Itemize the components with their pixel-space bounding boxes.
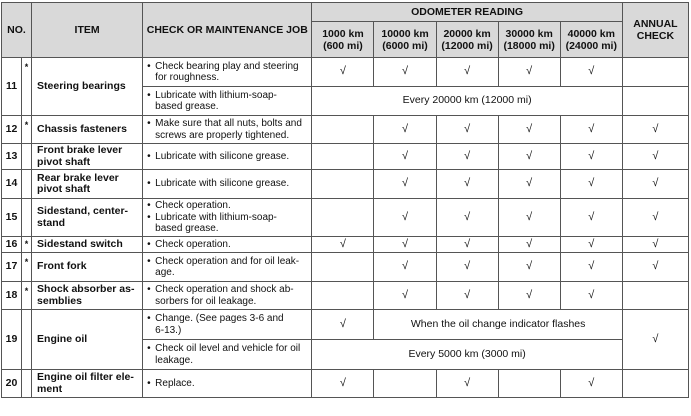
row-number: 14 — [2, 170, 22, 199]
star-marker: * — [22, 237, 32, 253]
table-row — [2, 282, 689, 310]
item-name: Engine oil — [32, 310, 143, 370]
interval-note: Every 5000 km (3000 mi) — [312, 340, 622, 370]
check-mark: √ — [498, 237, 560, 253]
check-mark — [312, 144, 374, 170]
item-name: Shock absorber as- semblies — [32, 282, 143, 310]
check-mark: √ — [498, 144, 560, 170]
header-odometer-reading: ODOMETER READING — [312, 3, 622, 22]
item-name: Rear brake lever pivot shaft — [32, 170, 143, 199]
check-mark: √ — [436, 199, 498, 237]
check-mark: √ — [436, 253, 498, 282]
annual-check-mark: √ — [622, 170, 688, 199]
check-mark: √ — [560, 370, 622, 398]
check-mark: √ — [560, 58, 622, 87]
job-text: • Check operation and shock ab- sorbers for oil leakage. — [143, 282, 312, 310]
row-number: 16 — [2, 237, 22, 253]
header-interval-1000km: 1000 km (600 mi) — [312, 22, 374, 58]
check-mark — [312, 253, 374, 282]
header-interval-10000km: 10000 km (6000 mi) — [374, 22, 436, 58]
row-number: 13 — [2, 144, 22, 170]
table-row — [2, 116, 689, 144]
row-number: 12 — [2, 116, 22, 144]
annual-check-mark: √ — [622, 237, 688, 253]
check-mark — [312, 282, 374, 310]
job-text: • Check bearing play and steering for roughness. — [143, 58, 312, 87]
annual-check-mark: √ — [622, 199, 688, 237]
header-interval-20000km: 20000 km (12000 mi) — [436, 22, 498, 58]
table-row — [2, 253, 689, 282]
table-row — [2, 310, 689, 340]
header-interval-30000km: 30000 km (18000 mi) — [498, 22, 560, 58]
check-mark: √ — [374, 58, 436, 87]
item-name: Engine oil filter ele- ment — [32, 370, 143, 398]
header-interval-40000km: 40000 km (24000 mi) — [560, 22, 622, 58]
check-mark: √ — [436, 170, 498, 199]
star-marker: * — [22, 116, 32, 144]
job-text: • Lubricate with lithium-soap- based grease. — [143, 87, 312, 116]
star-marker: * — [22, 282, 32, 310]
check-mark — [312, 199, 374, 237]
interval-note: Every 20000 km (12000 mi) — [312, 87, 622, 116]
check-mark: √ — [498, 253, 560, 282]
header-check-or-maintenance-job: CHECK OR MAINTENANCE JOB — [143, 3, 312, 58]
check-mark: √ — [498, 116, 560, 144]
check-mark: √ — [560, 237, 622, 253]
check-mark: √ — [436, 370, 498, 398]
star-marker — [22, 170, 32, 199]
job-text: • Check operation. • Lubricate with lithium-soap- based grease. — [143, 199, 312, 237]
table-row — [2, 58, 689, 87]
check-mark: √ — [560, 170, 622, 199]
job-text: • Check operation. — [143, 237, 312, 253]
check-mark: √ — [374, 237, 436, 253]
check-mark: √ — [374, 144, 436, 170]
check-mark: √ — [560, 282, 622, 310]
row-number: 18 — [2, 282, 22, 310]
row-number: 20 — [2, 370, 22, 398]
check-mark: √ — [560, 253, 622, 282]
check-mark: √ — [498, 199, 560, 237]
annual-check-mark — [622, 58, 688, 87]
check-mark: √ — [312, 237, 374, 253]
table-row — [2, 144, 689, 170]
header-item: ITEM — [32, 3, 143, 58]
check-mark — [312, 116, 374, 144]
check-mark: √ — [436, 116, 498, 144]
check-mark — [374, 370, 436, 398]
job-text: • Lubricate with silicone grease. — [143, 144, 312, 170]
interval-note: When the oil change indicator flashes — [374, 310, 622, 340]
check-mark — [312, 170, 374, 199]
check-mark: √ — [374, 253, 436, 282]
check-mark: √ — [436, 237, 498, 253]
item-name: Sidestand switch — [32, 237, 143, 253]
job-text-line-1: Check operation. — [155, 200, 231, 212]
annual-check-mark: √ — [622, 253, 688, 282]
job-text: • Lubricate with silicone grease. — [143, 170, 312, 199]
item-name: Front brake lever pivot shaft — [32, 144, 143, 170]
check-mark: √ — [560, 199, 622, 237]
check-mark: √ — [374, 170, 436, 199]
annual-check-mark — [622, 370, 688, 398]
job-text: • Make sure that all nuts, bolts and screws are properly tightened. — [143, 116, 312, 144]
check-mark — [498, 370, 560, 398]
annual-check-mark: √ — [622, 310, 688, 370]
row-number: 17 — [2, 253, 22, 282]
table-row — [2, 170, 689, 199]
check-mark: √ — [560, 144, 622, 170]
star-marker — [22, 144, 32, 170]
check-mark: √ — [436, 144, 498, 170]
check-mark: √ — [374, 116, 436, 144]
job-text: • Change. (See pages 3-6 and 6-13.) — [143, 310, 312, 340]
star-marker: * — [22, 58, 32, 116]
table-row — [2, 237, 689, 253]
job-text: • Check oil level and vehicle for oil leakage. — [143, 340, 312, 370]
star-marker — [22, 370, 32, 398]
row-number: 19 — [2, 310, 22, 370]
maintenance-table — [1, 2, 689, 398]
item-name: Sidestand, center- stand — [32, 199, 143, 237]
header-no: NO. — [2, 3, 32, 58]
item-name: Front fork — [32, 253, 143, 282]
check-mark: √ — [374, 282, 436, 310]
check-mark: √ — [436, 58, 498, 87]
check-mark: √ — [498, 170, 560, 199]
annual-check-mark: √ — [622, 116, 688, 144]
item-name: Steering bearings — [32, 58, 143, 116]
check-mark: √ — [560, 116, 622, 144]
check-mark: √ — [312, 370, 374, 398]
row-number: 15 — [2, 199, 22, 237]
job-text: • Replace. — [143, 370, 312, 398]
annual-check-mark — [622, 282, 688, 310]
row-number: 11 — [2, 58, 22, 116]
annual-check-mark: √ — [622, 144, 688, 170]
item-name: Chassis fasteners — [32, 116, 143, 144]
star-marker: * — [22, 253, 32, 282]
table-row — [2, 199, 689, 237]
annual-check-mark — [622, 87, 688, 116]
check-mark: √ — [498, 282, 560, 310]
table-row — [2, 370, 689, 398]
star-marker — [22, 199, 32, 237]
header-annual-check: ANNUAL CHECK — [622, 3, 688, 58]
check-mark: √ — [436, 282, 498, 310]
check-mark: √ — [312, 58, 374, 87]
check-mark: √ — [498, 58, 560, 87]
star-marker — [22, 310, 32, 370]
job-text: • Check operation and for oil leak- age. — [143, 253, 312, 282]
check-mark: √ — [312, 310, 374, 340]
check-mark: √ — [374, 199, 436, 237]
